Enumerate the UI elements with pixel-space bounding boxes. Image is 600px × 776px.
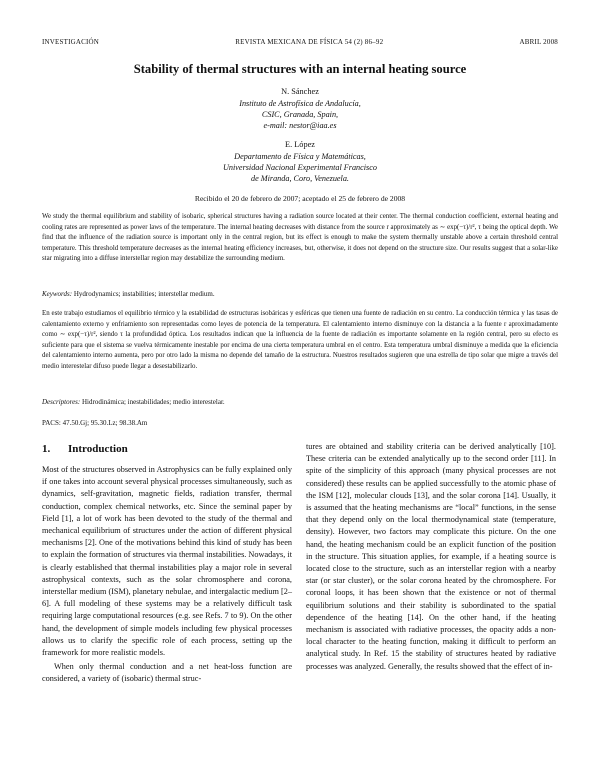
author-1-name: N. Sánchez — [281, 87, 319, 96]
pacs-codes: PACS: 47.50.Gj; 95.30.Lz; 98.38.Am — [42, 419, 148, 427]
abstract-spanish: En este trabajo estudiamos el equilibrio térmico y la estabilidad de estructuras isobáricas y esféricas que tienen una fuente de radiación en su centro. La conducción térmica y las tasas de calentamiento externo y enfriamiento son representadas como leyes de potencia de la temperatura. El calentamiento interno disminuye con la distancia a la fuente r aproximadamente como ∼ exp(−τ)/r², siendo τ la profundidad óptica. Los resultados indican que la influencia de la fuente de radiación es importante solamente en la región central, pero su efecto es suficiente para que el sistema se vuelva térmicamente inestable por encima de una cierta temperatura umbral en el centro. Esta temperatura umbral disminuye a medida que la eficiencia del calentamiento interno aumenta, pero por otro lado la misma no depende del tamaño de la estructura. Nuestros resultados sugieren que una estrella de tipo solar que migre a través del medio interestelar difuso puede llegar a desestabilizarlo. — [42, 310, 558, 370]
descriptores-label: Descriptores: — [42, 398, 81, 406]
paragraph: tures are obtained and stability criteria can be derived analytically [10]. These criteria can be extended analytically up to the second order [11]. In spite of the simplicity of this approach (many physical processes are not considered) these results can be applied successfully to the atomic phase of the ISM [12], molecular clouds [13], and the solar corona [14]. Usually, it is assumed that the heating mechanisms are “local” functions, in the sense that they depend only on the local thermodynamical state (temperature, density). However, two factors may complicate this picture. On the one hand, the heating mechanism could be an explicit function of the position in the structure. This situation applies, for example, if a heating source is located close to the structure, such as an interstellar region with a nearby star (or star cluster), or the solar corona heated by the chromosphere. For coronal loops, it has been shown that the existence or not of thermal equilibrium solutions and their stability is subordinated to the spatial dependence of the heating [14]. On the other hand, if the heating mechanism is associated with radiative processes, the opacity adds a non-local character to the heating function, making it difficult to perform an analytical study. In Ref. 15 the stability of structures heated by radiative processes was analyzed. Generally, the results showed that the effect of in- — [306, 442, 556, 671]
left-column — [42, 464, 292, 686]
keywords-label: Keywords: — [42, 290, 73, 298]
keywords-spanish — [42, 398, 558, 406]
descriptores-text: Hidrodinámica; inestabilidades; medio interestelar. — [81, 398, 225, 406]
received-dates: Recibido el 20 de febrero de 2007; aceptado el 25 de febrero de 2008 — [194, 194, 406, 203]
keywords-text: Hydrodynamics; instabilities; interstellar medium. — [73, 290, 215, 298]
abstract-english: We study the thermal equilibrium and stability of isobaric, spherical structures having a radiation source located at their center. The thermal conduction coefficient, external heating and cooling rates are represented as power laws of the temperature. The internal heating decreases with distance from the source r approximately as ∼ exp(−τ)/r², τ being the optical depth. We find that the influence of the radiation source is important only in the central region, but its effect is enough to make the system thermally unstable above a certain threshold central temperature. This threshold temperature decreases as the internal heating efficiency increases, but, otherwise, it does not depend on the structure size. Our results suggest that a solar-like star migrating into a diffuse interstellar region may destabilize the surrounding medium. — [42, 213, 558, 263]
author-1-affiliation — [42, 98, 558, 131]
paper-title: Stability of thermal structures with an internal heating source — [133, 62, 467, 76]
section-title: Introduction — [68, 443, 128, 455]
header-section-label: INVESTIGACIÓN — [42, 38, 100, 46]
right-column — [306, 441, 556, 673]
running-header — [42, 38, 558, 50]
affiliation-line: Universidad Nacional Experimental Francisco — [223, 163, 377, 172]
section-heading — [42, 443, 128, 455]
keywords-english — [42, 290, 558, 298]
affiliation-line: de Miranda, Coro, Venezuela. — [251, 174, 349, 183]
header-journal: REVISTA MEXICANA DE FÍSICA 54 (2) 86–92 — [235, 38, 384, 46]
author-2-affiliation — [42, 151, 558, 184]
paragraph: When only thermal conduction and a net heat-loss function are considered, a variety of (isobaric) thermal struc- — [42, 662, 292, 684]
affiliation-email: e-mail: nestor@iaa.es — [263, 121, 337, 130]
section-number: 1. — [42, 443, 51, 455]
affiliation-line: Instituto de Astrofísica de Andalucía, — [239, 99, 361, 108]
paragraph: Most of the structures observed in Astrophysics can be fully explained only if one takes into account several physical processes simultaneously, such as dynamics, self-gravitation, magnetic fields, radiation transfer, thermal conduction, complex chemical networks, etc. Since the seminal paper by Field [1], a lot of work has been devoted to the study of the thermal and mechanical equilibrium of structures under the action of different physical mechanisms [2]. One of the motivations behind this kind of study has been to explain the formation of structures via thermal instabilities. Nowadays, it is clearly established that thermal instabilities play a major role in several astrophysical contexts, such as the solar chromosphere and corona, interstellar medium (ISM), planetary nebulae, and intergalactic medium [2–6]. A full modeling of these systems may be a relatively difficult task requiring large computational resources (e.g. see Refs. 7 to 9). On the other hand, the development of simple models including few physical processes allows us to clarify the specific role of each process, setting up the framework for more realistic models. — [42, 465, 293, 658]
header-date: ABRIL 2008 — [519, 38, 558, 46]
affiliation-line: Departamento de Física y Matemáticas, — [234, 152, 366, 161]
author-2-name: E. López — [285, 140, 315, 149]
affiliation-line: CSIC, Granada, Spain, — [261, 110, 339, 119]
